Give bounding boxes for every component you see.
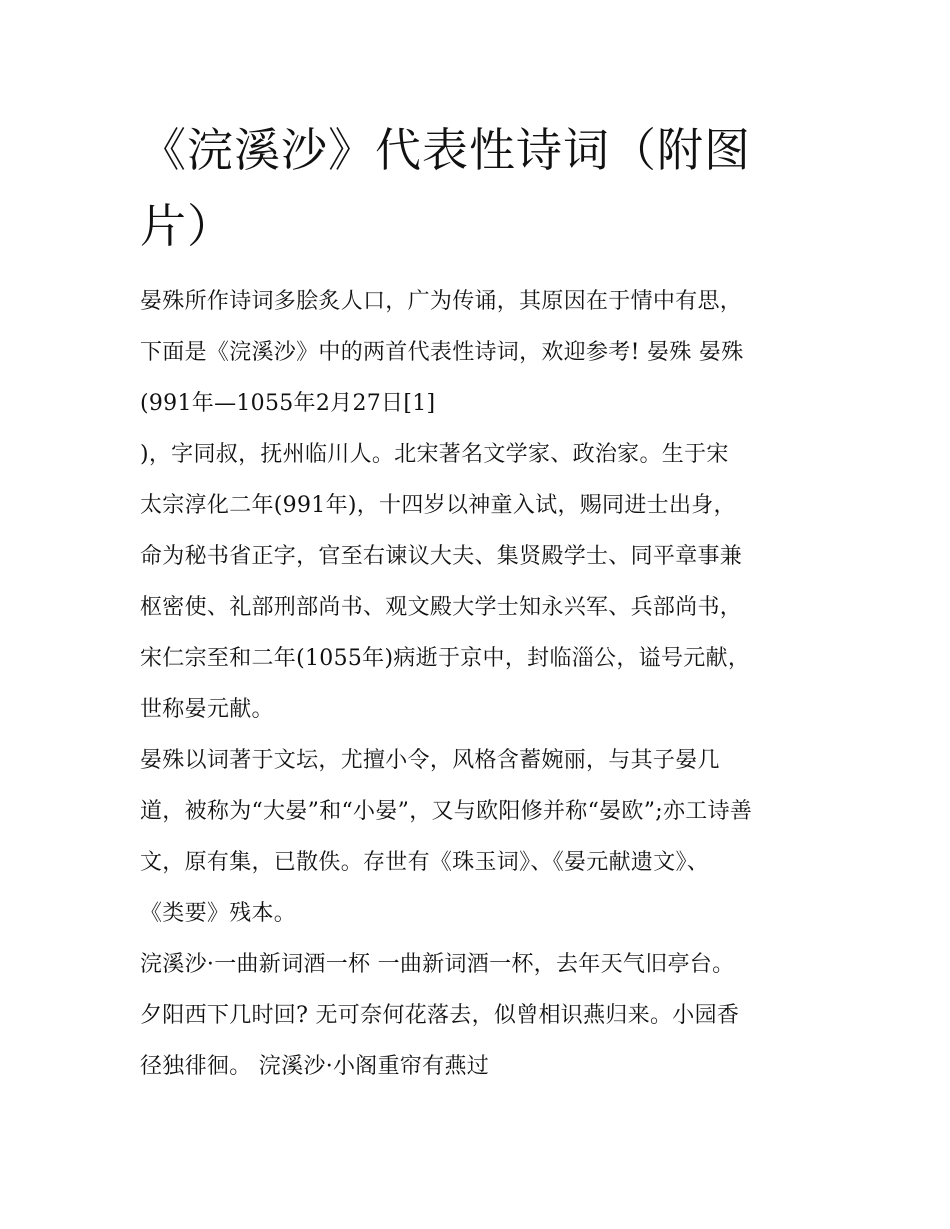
paragraph-poems: 浣溪沙·一曲新词酒一杯 一曲新词酒一杯，去年天气旧亭台。 夕阳西下几时回? 无可奈何花落去，似曾相识燕归来。小园香 径独徘徊。 浣溪沙·小阁重帘有燕过 [140,952,740,1079]
document-title: 《浣溪沙》代表性诗词（附图 片） [140,123,751,253]
paragraph-biography: 晏殊所作诗词多脍炙人口，广为传诵，其原因在于情中有思， 下面是《浣溪沙》中的两首代表性诗词，欢迎参考! 晏殊 晏殊 (991年—1055年2月27日[1] )，字同叔，抚州临川人。北宋著名文学家、政治家。生于宋 太宗淳化二年(991年)，十四岁以神童入试，赐同进士出身， 命为秘书省正字，官至右谏议大夫、集贤殿学士、同平章事兼 枢密使、礼部刑部尚书、观文殿大学士知永兴军、兵部尚书， 宋仁宗至和二年(1055年)病逝于京中，封临淄公，谥号元献， 世称晏元献。 [140,289,751,722]
document-body [140,112,815,1092]
paragraph-style: 晏殊以词著于文坛，尤擅小令，风格含蓄婉丽，与其子晏几 道，被称为“大晏”和“小晏”，又与欧阳修并称“晏欧”;亦工诗善 文，原有集，已散佚。存世有《珠玉词》、《晏元献遗文》、 《类要》残本。 [140,748,753,926]
